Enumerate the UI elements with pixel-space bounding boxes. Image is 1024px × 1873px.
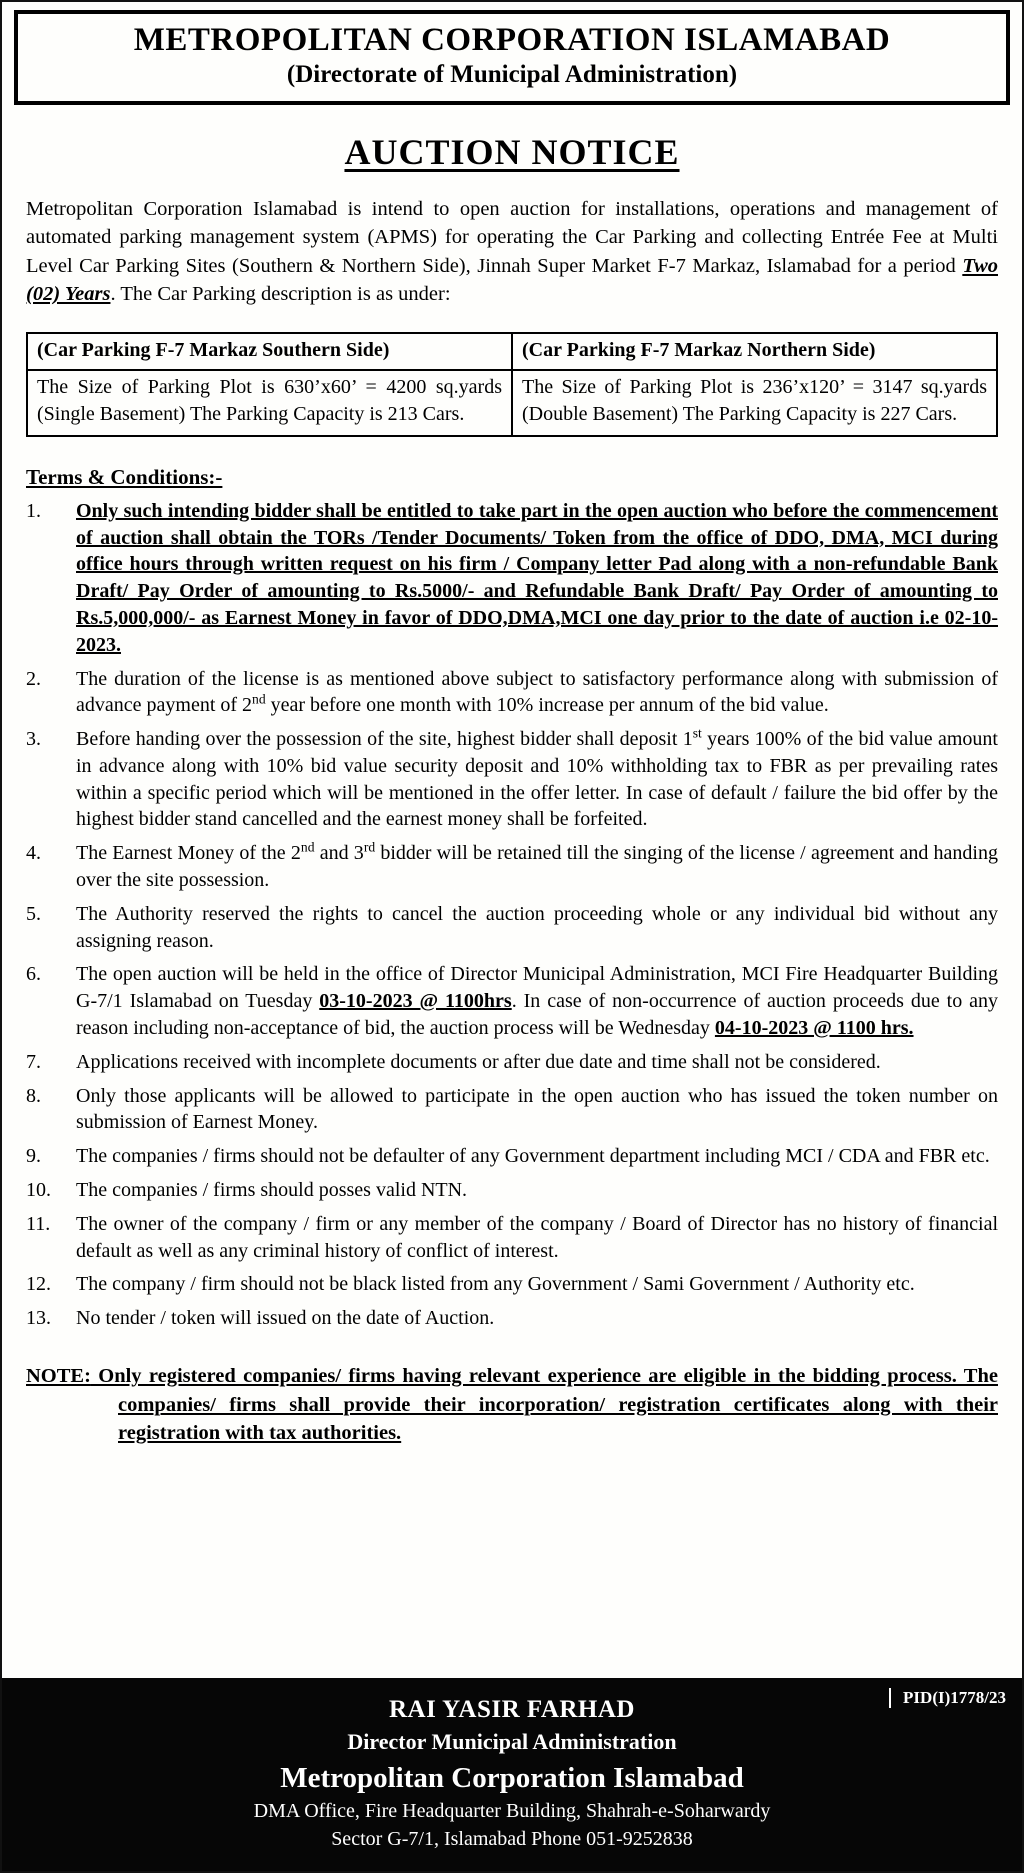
term-item [26, 1083, 998, 1137]
term-text: Only such intending bidder shall be entitled to take part in the open auction who before the commencement of auction shall obtain the TORs /Tender Documents/ Token from the office of DDO, DMA, MCI during office hours through written request on his firm / Company letter Pad along with a non-refundable Bank Draft/ Pay Order of amounting to Rs.5000/- and Refundable Bank Draft/ Pay Order of amounting to Rs.5,000,000/- as Earnest Money in favor of DDO,DMA,MCI one day prior to the date of auction i.e 02-10-2023. [76, 499, 998, 656]
notice-body [2, 173, 1022, 1448]
term-number: 9. [26, 1145, 41, 1168]
term-item [26, 1211, 998, 1265]
terms-list [26, 498, 998, 1332]
notice-title: AUCTION NOTICE [344, 132, 680, 172]
notice-title-wrap [2, 131, 1022, 173]
footer-organization: Metropolitan Corporation Islamabad [280, 1762, 744, 1794]
table-cell-southern-side: The Size of Parking Plot is 630’x60’ = 4200 sq.yards (Single Basement) The Parking Capacity is 213 Cars. [27, 370, 512, 436]
term-text: Before handing over the possession of the site, highest bidder shall deposit 1st years 100% of the bid value amount in advance along with 10% bid value security deposit and 10% withholding tax to FBR as per prevailing rates within a specific period which will be mentioned in the offer letter. In case of default / failure the bid offer by the highest bidder stand cancelled and the earnest money shall be forfeited. [76, 725, 998, 831]
intro-text-after: . The Car Parking description is as under: [110, 282, 451, 305]
term-text: Applications received with incomplete documents or after due date and time shall not be considered. [76, 1050, 881, 1073]
term-item [26, 1177, 998, 1204]
table-body-row [27, 370, 997, 436]
term-number: 11. [26, 1212, 51, 1235]
term-number: 6. [26, 963, 41, 986]
term-number: 2. [26, 667, 41, 690]
term-item [26, 498, 998, 659]
footer [2, 1678, 1022, 1871]
term-text: The open auction will be held in the office of Director Municipal Administration, MCI Fire Headquarter Building G-7/1 Islamabad on Tuesday 03-10-2023 @ 1100hrs. In case of non-occurrence of auction proceeds due to any reason including non-acceptance of bid, the auction process will be Wednesday 04-10-2023 @ 1100 hrs. [76, 963, 998, 1040]
term-item [26, 1305, 998, 1332]
signatory-title: Director Municipal Administration [347, 1729, 677, 1754]
term-item [26, 961, 998, 1041]
pid-number: PID(I)1778/23 [889, 1688, 1006, 1708]
terms-heading: Terms & Conditions:- [26, 464, 223, 489]
intro-text-before: Metropolitan Corporation Islamabad is intend to open auction for installations, operations and management of automated parking management system (APMS) for operating the Car Parking and collecting Entrée Fee at Multi Level Car Parking Sites (Southern & Northern Side), Jinnah Super Market F-7 Markaz, Islamabad for a period [26, 198, 998, 277]
note-label: NOTE: [26, 1365, 91, 1388]
intro-period-highlight: Two (02) Years [26, 254, 998, 305]
parking-description-table [26, 332, 998, 437]
organization-name: METROPOLITAN CORPORATION ISLAMABAD [133, 22, 891, 58]
term-number: 1. [26, 499, 41, 522]
signatory-name: RAI YASIR FARHAD [389, 1696, 635, 1723]
term-number: 13. [26, 1307, 51, 1330]
term-item [26, 1049, 998, 1076]
term-text: The companies / firms should posses valid NTN. [76, 1179, 468, 1202]
term-item [26, 726, 998, 833]
term-item [26, 901, 998, 955]
term-text: The company / firm should not be black listed from any Government / Sami Government / Authority etc. [76, 1273, 915, 1296]
header-box [14, 10, 1010, 105]
intro-paragraph [26, 195, 998, 308]
term-number: 3. [26, 728, 41, 751]
term-number: 5. [26, 902, 41, 925]
term-text: The Authority reserved the rights to cancel the auction proceeding whole or any individual bid without any assigning reason. [76, 902, 998, 952]
term-text: The owner of the company / firm or any member of the company / Board of Director has no history of financial default as well as any criminal history of conflict of interest. [76, 1212, 998, 1262]
term-text: Only those applicants will be allowed to participate in the open auction who has issued the token number on submission of Earnest Money. [76, 1084, 998, 1134]
term-text: The companies / firms should not be defaulter of any Government department including MCI / CDA and FBR etc. [76, 1145, 990, 1168]
note-paragraph [26, 1362, 998, 1448]
term-item [26, 1271, 998, 1298]
term-text: No tender / token will issued on the date of Auction. [76, 1307, 495, 1330]
term-number: 12. [26, 1273, 51, 1296]
term-item [26, 1143, 998, 1170]
term-number: 10. [26, 1179, 51, 1202]
term-item [26, 666, 998, 720]
table-cell-northern-side: The Size of Parking Plot is 236’x120’ = 3147 sq.yards (Double Basement) The Parking Capacity is 227 Cars. [512, 370, 997, 436]
department-name: (Directorate of Municipal Administration) [286, 61, 738, 88]
term-text: The Earnest Money of the 2nd and 3rd bidder will be retained till the singing of the license / agreement and handing over the site possession. [76, 839, 998, 892]
term-text: The duration of the license is as mentioned above subject to satisfactory performance along with submission of advance payment of 2nd year before one month with 10% increase per annum of the bid value. [76, 667, 998, 717]
footer-address-line2: Sector G-7/1, Islamabad Phone 051-9252838 [331, 1828, 693, 1850]
term-number: 7. [26, 1050, 41, 1073]
term-number: 8. [26, 1084, 41, 1107]
term-number: 4. [26, 842, 41, 865]
table-header-northern-side: (Car Parking F-7 Markaz Northern Side) [512, 333, 997, 370]
note-text: Only registered companies/ firms having relevant experience are eligible in the bidding process. The companies/ firms shall provide their incorporation/ registration certificates along with their registration with tax authorities. [90, 1365, 998, 1445]
term-item [26, 840, 998, 894]
table-header-row [27, 333, 997, 370]
footer-address-line1: DMA Office, Fire Headquarter Building, Shahrah-e-Soharwardy [253, 1800, 771, 1822]
table-header-southern-side: (Car Parking F-7 Markaz Southern Side) [27, 333, 512, 370]
